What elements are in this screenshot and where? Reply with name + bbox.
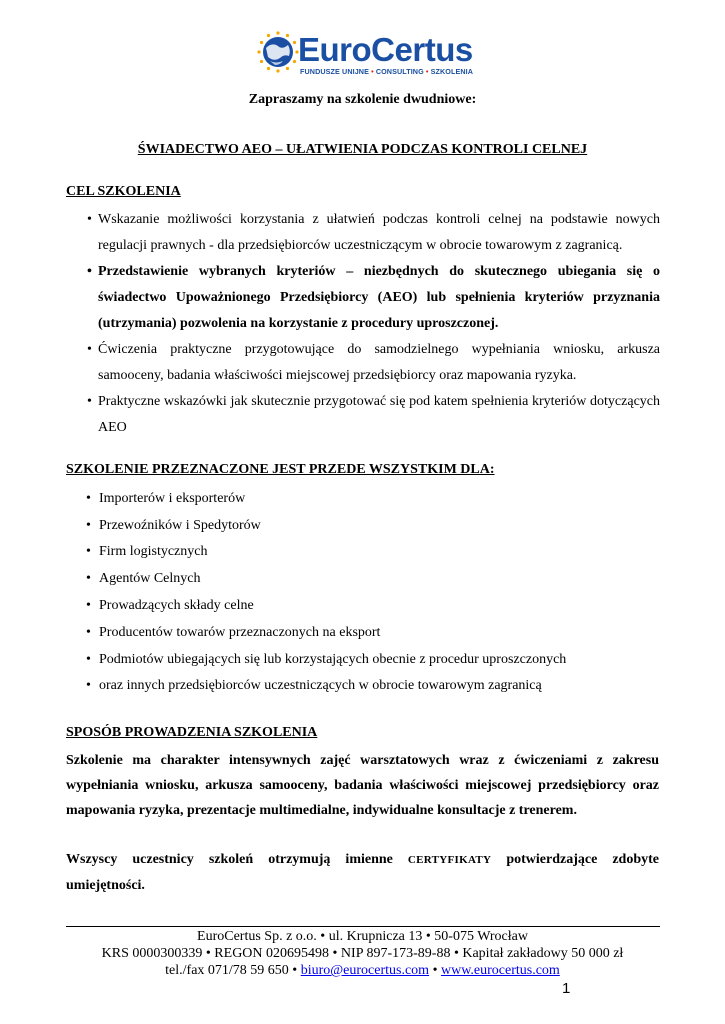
email-link[interactable]: biuro@eurocertus.com — [300, 963, 430, 978]
intro-text: Zapraszamy na szkolenie dwudniowe: — [248, 92, 477, 107]
method-heading: SPOSÓB PROWADZENIA SZKOLENIA — [66, 725, 318, 740]
goal-heading: CEL SZKOLENIA — [66, 184, 181, 199]
footer-contact: tel./fax 071/78 59 650 • biuro@eurocertus.com • www.eurocertus.com — [165, 963, 560, 978]
goal-item: • Ćwiczenia praktyczne przygotowujące do samodzielnego wypełniania wniosku, arkusza samooceny, badania właściwości miejscowej przedsiębiorcy oraz mapowania ryzyka. — [87, 342, 660, 383]
target-item: • Prowadzących składy celne — [86, 598, 254, 613]
target-item: • Producentów towarów przeznaczonych na eksport — [86, 625, 381, 640]
goal-item: • Praktyczne wskazówki jak skutecznie przygotować się pod katem spełnienia kryteriów dotyczących AEO — [87, 394, 660, 435]
website-link[interactable]: www.eurocertus.com — [440, 963, 560, 978]
course-title: ŚWIADECTWO AEO – UŁATWIENIA PODCZAS KONTROLI CELNEJ — [137, 142, 588, 157]
target-item: • Agentów Celnych — [86, 571, 201, 586]
target-item: • Przewoźników i Spedytorów — [86, 518, 261, 533]
target-item: • Firm logistycznych — [86, 544, 208, 559]
eurocertus-logo — [256, 30, 476, 82]
target-heading: SZKOLENIE PRZEZNACZONE JEST PRZEDE WSZYSTKIM DLA: — [66, 462, 495, 477]
target-item: • Importerów i eksporterów — [86, 491, 246, 506]
logo-wordmark: EuroCertus — [298, 31, 473, 68]
goal-item: • Przedstawienie wybranych kryteriów – niezbędnych do skutecznego ubiegania się o świadectwo Upoważnionego Przedsiębiorcy (AEO) lub spełnienia kryteriów przyznania (utrzymania) pozwolenia na korzystanie z procedury uproszczonej. — [87, 264, 660, 331]
footer-address: EuroCertus Sp. z o.o. • ul. Krupnicza 13 • 50-075 Wrocław — [197, 929, 528, 944]
page-number: 1 — [562, 980, 571, 997]
method-paragraph: Szkolenie ma charakter intensywnych zajęć warsztatowych wraz z ćwiczeniami z zakresu wypełniania wniosku, arkusza samooceny, badania właściwości miejscowej przedsiębiorcy oraz mapowania ryzyka, prezentacje multimedialne, indywidualne konsultacje z trenerem. — [66, 753, 659, 818]
footer-registration: KRS 0000300339 • REGON 020695498 • NIP 897-173-89-88 • Kapitał zakładowy 50 000 zł — [101, 946, 624, 961]
logo-tagline: FUNDUSZE UNIJNE • CONSULTING • SZKOLENIA — [300, 67, 474, 76]
certificate-paragraph: Wszyscy uczestnicy szkoleń otrzymują imienne CERTYFIKATY potwierdzające zdobyte umiejętności. — [66, 852, 659, 893]
target-item: • Podmiotów ubiegających się lub korzystających obecnie z procedur uproszczonych — [86, 652, 567, 667]
target-item: • oraz innych przedsiębiorców uczestniczących w obrocie towarowym zagranicą — [86, 678, 542, 693]
certificate-highlight: CERTYFIKATY — [407, 854, 492, 866]
footer-divider — [66, 926, 660, 927]
goal-item: • Wskazanie możliwości korzystania z ułatwień podczas kontroli celnej na podstawie nowych regulacji prawnych - dla przedsiębiorców uczestniczącym w obrocie towarowym z zagranicą. — [87, 212, 660, 253]
globe-stars-icon — [256, 30, 300, 76]
